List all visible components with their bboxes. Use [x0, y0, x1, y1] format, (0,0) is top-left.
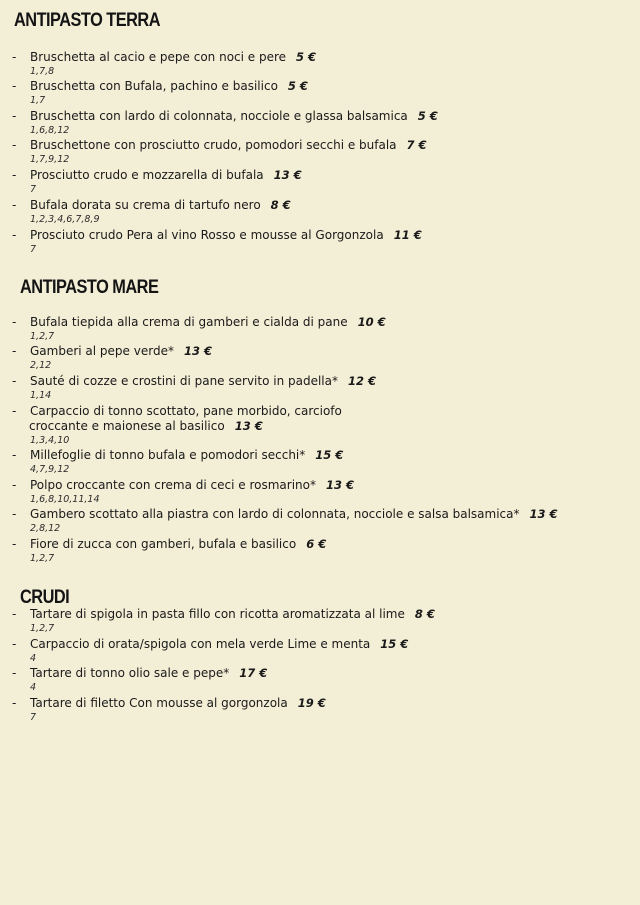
item-price: 5 €	[296, 50, 317, 64]
item-allergens: 4	[30, 653, 37, 664]
item-name: Carpaccio di orata/spigola con mela verde Lime e menta	[30, 637, 371, 651]
item-allergens: 1,6,8,12	[30, 125, 70, 136]
item-allergens: 7	[30, 184, 37, 195]
item-name: Fiore di zucca con gamberi, bufala e basilico	[30, 537, 297, 551]
item-price: 6 €	[306, 537, 327, 551]
item-bullet: -	[12, 696, 17, 710]
item-name: Millefoglie di tonno bufala e pomodori secchi*	[30, 448, 306, 462]
item-bullet: -	[12, 666, 17, 680]
item-price: 15 €	[315, 448, 344, 462]
item-allergens: 1,14	[30, 390, 52, 401]
item-name: Prosciuto crudo Pera al vino Rosso e mousse al Gorgonzola	[30, 228, 384, 242]
item-name: Bruschetta al cacio e pepe con noci e pere	[30, 50, 287, 64]
item-allergens: 4	[30, 682, 37, 693]
item-name: Tartare di spigola in pasta fillo con ricotta aromatizzata al lime	[30, 607, 405, 621]
item-allergens: 1,2,3,4,6,7,8,9	[30, 214, 100, 225]
item-allergens: 1,7,9,12	[30, 154, 70, 165]
item-bullet: -	[12, 228, 17, 242]
item-bullet: -	[12, 374, 17, 388]
item-allergens: 4,7,9,12	[30, 464, 70, 475]
item-allergens: 1,2,7	[30, 553, 55, 564]
item-bullet: -	[12, 344, 17, 358]
item-price: 8 €	[414, 607, 435, 621]
item-name: Gamberi al pepe verde*	[30, 344, 174, 358]
item-bullet: -	[12, 537, 17, 551]
item-name-line1: Carpaccio di tonno scottato, pane morbido, carciofo	[30, 404, 342, 418]
item-allergens: 1,7,8	[30, 66, 55, 77]
item-price: 13 €	[183, 344, 212, 358]
item-price: 10 €	[357, 315, 386, 329]
item-name: Bruschetta con Bufala, pachino e basilico	[30, 79, 278, 93]
item-bullet: -	[12, 507, 17, 521]
item-bullet: -	[12, 109, 17, 123]
section-title-antipasto-terra: ANTIPASTO TERRA	[14, 10, 160, 31]
item-bullet: -	[12, 168, 17, 182]
item-price: 5 €	[417, 109, 438, 123]
item-price: 5 €	[287, 79, 308, 93]
item-bullet: -	[12, 138, 17, 152]
item-price: 13 €	[326, 478, 355, 492]
item-allergens: 2,8,12	[30, 523, 61, 534]
item-allergens: 7	[30, 244, 37, 255]
item-allergens: 1,3,4,10	[30, 435, 70, 446]
item-name: Tartare di filetto Con mousse al gorgonzola	[30, 696, 288, 710]
item-price: 8 €	[270, 198, 291, 212]
item-name: Sauté di cozze e crostini di pane servito in padella*	[30, 374, 338, 388]
item-bullet: -	[12, 478, 17, 492]
item-price: 15 €	[380, 637, 409, 651]
section-title-antipasto-mare: ANTIPASTO MARE	[20, 277, 159, 298]
item-price: 13 €	[273, 168, 302, 182]
item-bullet: -	[12, 198, 17, 212]
item-bullet: -	[12, 607, 17, 621]
item-allergens: 2,12	[30, 360, 52, 371]
item-name: Bruschettone con prosciutto crudo, pomodori secchi e bufala	[30, 138, 397, 152]
item-bullet: -	[12, 404, 17, 418]
item-bullet: -	[12, 50, 17, 64]
item-bullet: -	[12, 448, 17, 462]
item-bullet: -	[12, 315, 17, 329]
item-price: 7 €	[406, 138, 427, 152]
item-bullet: -	[12, 79, 17, 93]
item-name: Gambero scottato alla piastra con lardo di colonnata, nocciole e salsa balsamica*	[30, 507, 520, 521]
item-allergens: 1,2,7	[30, 331, 55, 342]
item-price: 12 €	[347, 374, 376, 388]
item-name: Bufala tiepida alla crema di gamberi e cialda di pane	[30, 315, 348, 329]
item-name: croccante e maionese al basilico	[29, 419, 225, 433]
section-title-crudi: CRUDI	[20, 587, 70, 608]
item-allergens: 1,7	[30, 95, 46, 106]
item-price: 11 €	[393, 228, 422, 242]
item-price: 19 €	[297, 696, 326, 710]
item-name: Prosciutto crudo e mozzarella di bufala	[30, 168, 264, 182]
item-name: Bruschetta con lardo di colonnata, nocciole e glassa balsamica	[30, 109, 408, 123]
item-allergens: 1,2,7	[30, 623, 55, 634]
item-name: Bufala dorata su crema di tartufo nero	[30, 198, 261, 212]
item-price: 13 €	[529, 507, 558, 521]
item-price: 17 €	[239, 666, 268, 680]
item-price: 13 €	[234, 419, 263, 433]
item-allergens: 1,6,8,10,11,14	[30, 494, 100, 505]
item-name: Polpo croccante con crema di ceci e rosmarino*	[30, 478, 317, 492]
item-name: Tartare di tonno olio sale e pepe*	[30, 666, 230, 680]
item-bullet: -	[12, 637, 17, 651]
item-allergens: 7	[30, 712, 37, 723]
